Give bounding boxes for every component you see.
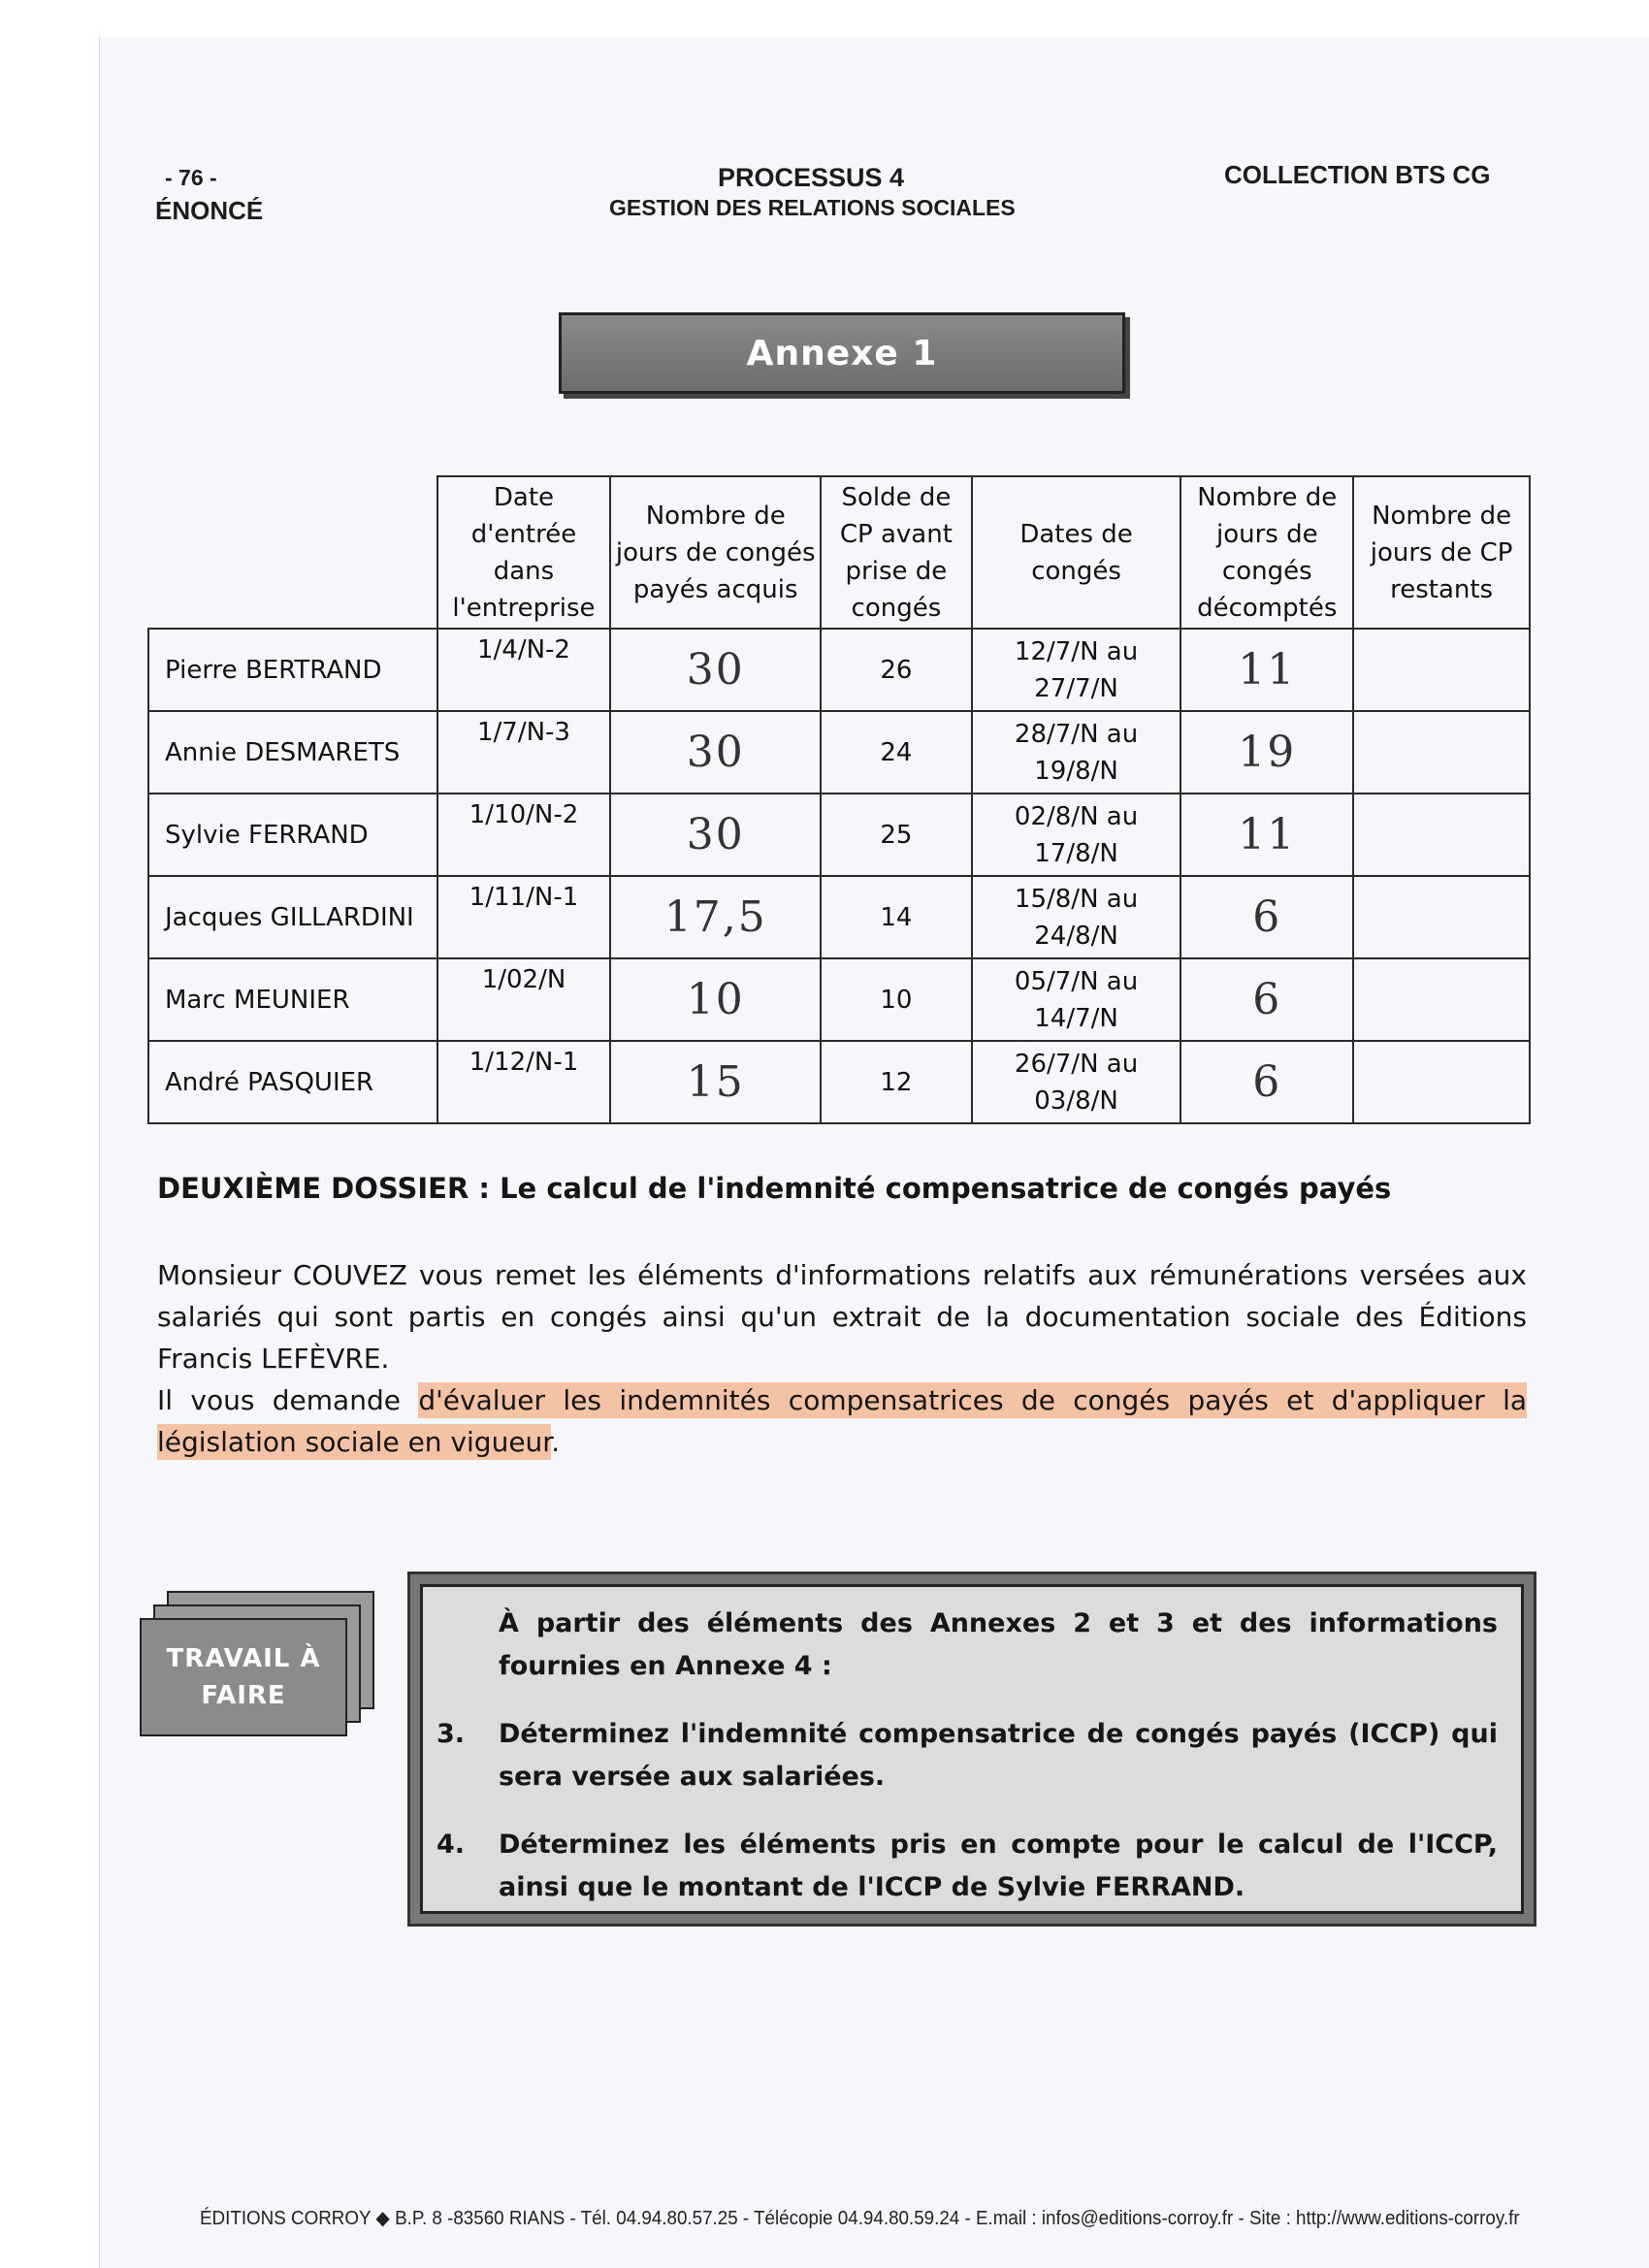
remaining-days	[1353, 876, 1530, 958]
annexe-table	[147, 475, 1531, 1124]
counted-days: 11	[1180, 794, 1353, 876]
column-header: Nombre de jours de CP restants	[1353, 476, 1530, 629]
remaining-days	[1353, 1041, 1530, 1123]
section-label: ÉNONCÉ	[155, 196, 264, 225]
column-header: Nombre de jours de congés décomptés	[1180, 476, 1353, 629]
employee-name: Sylvie FERRAND	[148, 794, 437, 876]
process-subtitle: GESTION DES RELATIONS SOCIALES	[609, 195, 1016, 220]
acquired-days: 30	[610, 794, 821, 876]
acquired-days: 30	[610, 711, 821, 794]
leave-dates: 12/7/N au 27/7/N	[972, 629, 1181, 711]
remaining-days	[1353, 958, 1530, 1041]
counted-days: 6	[1180, 1041, 1353, 1123]
employee-name: Jacques GILLARDINI	[148, 876, 437, 958]
column-header: Nombre de jours de congés payés acquis	[610, 476, 821, 629]
task-text: Déterminez les éléments pris en compte pour le calcul de l'ICCP, ainsi que le montant de l'ICCP de Sylvie FERRAND.	[499, 1830, 1498, 1902]
annexe-title: Annexe 1	[559, 312, 1125, 394]
page-number: - 76 -	[165, 165, 217, 190]
remaining-days	[1353, 794, 1530, 876]
table-row	[148, 958, 1530, 1041]
entry-date: 1/4/N-2	[437, 629, 611, 711]
leave-dates: 15/8/N au 24/8/N	[972, 876, 1181, 958]
task-intro: À partir des éléments des Annexes 2 et 3 et des informations fournies en Annexe 4 :	[499, 1608, 1498, 1681]
balance-before: 25	[821, 794, 972, 876]
entry-date: 1/7/N-3	[437, 711, 611, 794]
leave-dates: 05/7/N au 14/7/N	[972, 958, 1181, 1041]
entry-date: 1/12/N-1	[437, 1041, 611, 1123]
request-lead: Il vous demande	[157, 1384, 419, 1416]
balance-before: 14	[821, 876, 972, 958]
acquired-days: 30	[610, 629, 821, 711]
counted-days: 19	[1180, 711, 1353, 794]
process-title: PROCESSUS 4	[718, 163, 905, 192]
balance-before: 10	[821, 958, 972, 1041]
dossier-title: DEUXIÈME DOSSIER : Le calcul de l'indemnité compensatrice de congés payés	[157, 1172, 1392, 1205]
collection-label: COLLECTION BTS CG	[1224, 160, 1491, 189]
balance-before: 24	[821, 711, 972, 794]
employee-name: Marc MEUNIER	[148, 958, 437, 1041]
task-number: 4.	[436, 1830, 466, 1860]
task-number: 3.	[436, 1719, 466, 1749]
acquired-days: 17,5	[610, 876, 821, 958]
balance-before: 12	[821, 1041, 972, 1123]
paragraph-request	[157, 1379, 1527, 1463]
entry-date: 1/02/N	[437, 958, 611, 1041]
task-item	[436, 1713, 1498, 1798]
employee-name: Annie DESMARETS	[148, 711, 437, 794]
table-row	[148, 794, 1530, 876]
acquired-days: 10	[610, 958, 821, 1041]
table-corner	[148, 476, 437, 629]
employee-name: André PASQUIER	[148, 1041, 437, 1123]
column-header: Date d'entrée dans l'entreprise	[437, 476, 611, 629]
paragraph-intro: Monsieur COUVEZ vous remet les éléments d'informations relatifs aux rémunérations versées aux salariés qui sont partis en congés ainsi qu'un extrait de la documentation sociale des Éditions Francis LEFÈVRE.	[157, 1259, 1527, 1375]
table-row	[148, 711, 1530, 794]
leave-dates: 28/7/N au 19/8/N	[972, 711, 1181, 794]
entry-date: 1/11/N-1	[437, 876, 611, 958]
column-header: Dates de congés	[972, 476, 1181, 629]
acquired-days: 15	[610, 1041, 821, 1123]
counted-days: 6	[1180, 958, 1353, 1041]
employee-name: Pierre BERTRAND	[148, 629, 437, 711]
leave-dates: 26/7/N au 03/8/N	[972, 1041, 1181, 1123]
table-row	[148, 1041, 1530, 1123]
remaining-days	[1353, 711, 1530, 794]
task-text: Déterminez l'indemnité compensatrice de congés payés (ICCP) qui sera versée aux salariées.	[499, 1719, 1498, 1792]
request-end: .	[551, 1426, 561, 1458]
task-content	[420, 1584, 1524, 1914]
column-header: Solde de CP avant prise de congés	[821, 476, 972, 629]
counted-days: 11	[1180, 629, 1353, 711]
table-header-row	[148, 476, 1530, 629]
task-box	[407, 1571, 1536, 1927]
table-row	[148, 876, 1530, 958]
publisher-footer: ÉDITIONS CORROY ◆ B.P. 8 -83560 RIANS - Tél. 04.94.80.57.25 - Télécopie 04.94.80.59.24 - E.mail : infos@editions-corroy.fr - Site : http://www.editions-corroy.fr	[200, 2208, 1520, 2229]
task-item	[436, 1824, 1498, 1909]
table-row	[148, 629, 1530, 711]
remaining-days	[1353, 629, 1530, 711]
entry-date: 1/10/N-2	[437, 794, 611, 876]
leave-dates: 02/8/N au 17/8/N	[972, 794, 1181, 876]
travail-label: TRAVAIL À FAIRE	[140, 1618, 347, 1736]
balance-before: 26	[821, 629, 972, 711]
highlighted-request: d'évaluer les indemnités compensatrices de congés payés et d'appliquer la législation sociale en vigueur	[157, 1384, 1528, 1458]
counted-days: 6	[1180, 876, 1353, 958]
